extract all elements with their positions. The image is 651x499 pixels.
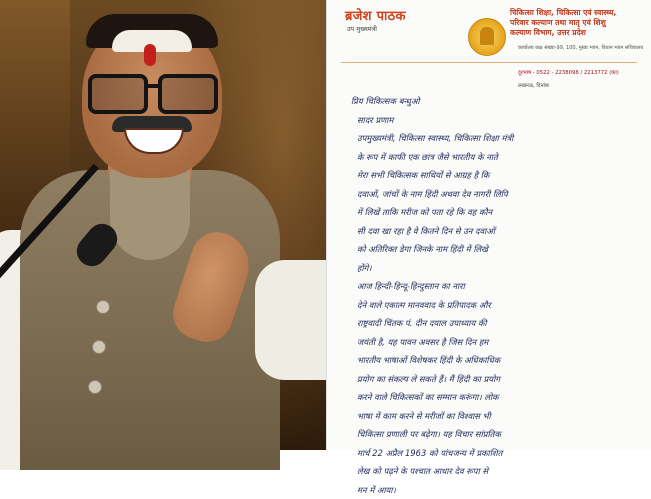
vest-collar xyxy=(110,170,190,260)
letter-line: लेख को पढ़ने के पश्चात आधार देव रूपा से xyxy=(357,462,647,481)
letter-body xyxy=(357,92,647,499)
letter-line: प्रयोग का संकल्प ले सकते हैं। मैं हिंदी का प्रयोग xyxy=(357,370,647,389)
letter-line: चिकित्सा प्रणाली पर बढ़ेगा। यह विचार सांप्रतिक xyxy=(357,425,647,444)
letter-line: सी दवा खा रहा है वे कितने दिन से उन दवाओं xyxy=(357,222,647,241)
letter-line: सादर प्रणाम xyxy=(357,111,647,130)
letter-line: आज हिन्दी-हिन्दू-हिन्दुस्तान का नारा xyxy=(357,277,647,296)
letterhead-divider xyxy=(341,62,637,63)
letter-line: को अतिरिक्त डेगा जिनके नाम हिंदी में लिखे xyxy=(357,240,647,259)
speaker-photo xyxy=(0,0,326,450)
letter-line: भारतीय भाषाओं विशेषकर हिंदी के अधिकाधिक xyxy=(357,351,647,370)
department-line: परिवार कल्याण तथा मातृ एवं शिशु xyxy=(510,18,650,28)
letter-line: राष्ट्रवादी चिंतक पं. दीन दयाल उपाध्याय की xyxy=(357,314,647,333)
glasses-lens xyxy=(158,74,218,114)
letterhead-address: कार्यालय कक्ष संख्या-99, 100, मुख्य भवन, विधान भवन सचिवालय xyxy=(518,45,646,52)
letterhead-department xyxy=(510,8,650,38)
letter-line: होंगे। xyxy=(357,259,647,278)
handwritten-letter xyxy=(326,0,651,450)
vest-button xyxy=(88,380,102,394)
glasses-lens xyxy=(88,74,148,114)
letter-line: मार्च 22 अप्रैल 1963 को पांचजन्य में प्रकाशित xyxy=(357,444,647,463)
tilak-red xyxy=(144,44,156,66)
letter-line: मन में आया। xyxy=(357,481,647,499)
department-line: कल्याण विभाग, उत्तर प्रदेश xyxy=(510,28,650,38)
letter-line: के रूप में काफी एक छात्र जैसे भारतीय के नाते xyxy=(357,148,647,167)
state-emblem-icon xyxy=(468,18,506,56)
vest-button xyxy=(92,340,106,354)
letter-line: करने वाले चिकित्सकों का सम्मान करूंगा। लोक xyxy=(357,388,647,407)
department-line: चिकित्सा शिक्षा, चिकित्सा एवं स्वास्थ्य, xyxy=(510,8,650,18)
vest-button xyxy=(96,300,110,314)
letterhead-phone: दूरभाष - 0522 - 2238098 / 2213772 (का) xyxy=(518,68,619,76)
letter-line: जयंती है, यह पावन अवसर है जिस दिन हम xyxy=(357,333,647,352)
eyeglasses xyxy=(88,74,218,110)
letter-line: में लिखें ताकि मरीज को पता रहे कि वह कौन xyxy=(357,203,647,222)
letter-line: भाषा में काम करने से मरीजों का विश्वास भी xyxy=(357,407,647,426)
letterhead-date-ref: लखनऊ, दिनांक xyxy=(518,81,549,89)
letter-line: प्रिय चिकित्सक बन्धुओ xyxy=(351,92,647,111)
letter-line: उपमुख्यमंत्री, चिकित्सा स्वास्थ्य, चिकित्सा शिक्षा मंत्री xyxy=(357,129,647,148)
letter-line: दवाओं, जांचों के नाम हिंदी अथवा देव नागरी लिपि xyxy=(357,185,647,204)
letterhead-name: ब्रजेश पाठक xyxy=(345,6,406,24)
letter-line: देने वाले एकात्म मानववाद के प्रतिपादक और xyxy=(357,296,647,315)
shirt-sleeve-right xyxy=(255,260,335,380)
letter-line: मेरा सभी चिकित्सक साथियों से आग्रह है कि xyxy=(357,166,647,185)
letterhead-title: उप मुख्यमंत्री xyxy=(347,24,377,33)
